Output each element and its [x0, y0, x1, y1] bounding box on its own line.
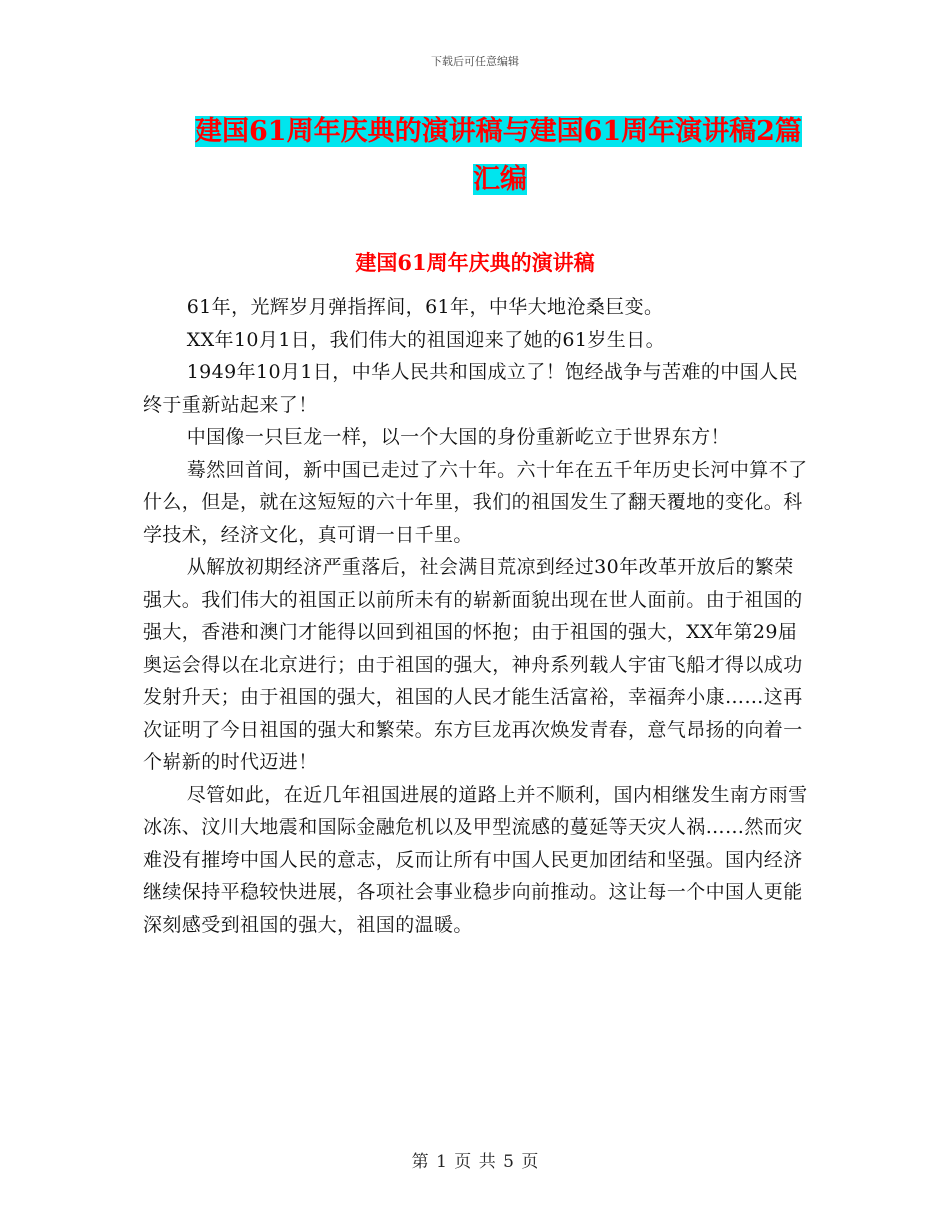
paragraph: 中国像一只巨龙一样，以一个大国的身份重新屹立于世界东方！	[186, 426, 730, 448]
document-title	[195, 108, 805, 204]
header-note: 下载后可任意编辑	[431, 55, 519, 68]
title-line-2: 汇编	[473, 164, 527, 195]
body-text	[143, 291, 811, 941]
paragraph: 蓦然回首间，新中国已走过了六十年。六十年在五千年历史长河中算不了什么，但是，就在这短短的六十年里，我们的祖国发生了翻天覆地的变化。科学技术，经济文化，真可谓一日千里。	[143, 458, 808, 546]
page-footer: 第 1 页 共 5 页	[411, 1152, 539, 1172]
paragraph: 尽管如此，在近几年祖国进展的道路上并不顺利，国内相继发生南方雨雪冰冻、汶川大地震和国际金融危机以及甲型流感的蔓延等天灾人祸……然而灾难没有摧垮中国人民的意志，反而让所有中国人民更加团结和坚强。国内经济继续保持平稳较快进展，各项社会事业稳步向前推动。这让每一个中国人更能深刻感受到祖国的强大，祖国的温暖。	[143, 783, 808, 936]
paragraph: 1949年10月1日，中华人民共和国成立了！饱经战争与苦难的中国人民终于重新站起来了！	[143, 361, 798, 416]
paragraph: 从解放初期经济严重落后，社会满目荒凉到经过30年改革开放后的繁荣强大。我们伟大的祖国正以前所未有的崭新面貌出现在世人面前。由于祖国的强大，香港和澳门才能得以回到祖国的怀抱；由于祖国的强大，XX年第29届奥运会得以在北京进行；由于祖国的强大，神舟系列载人宇宙飞船才得以成功发射升天；由于祖国的强大，祖国的人民才能生活富裕，幸福奔小康……这再次证明了今日祖国的强大和繁荣。东方巨龙再次焕发青春，意气昂扬的向着一个崭新的时代迈进！	[143, 556, 803, 773]
section-title: 建国61周年庆典的演讲稿	[355, 250, 595, 275]
title-line-1: 建国61周年庆典的演讲稿与建国61周年演讲稿2篇	[195, 116, 802, 147]
paragraph: 61年，光辉岁月弹指挥间，61年，中华大地沧桑巨变。	[186, 296, 664, 318]
paragraph: XX年10月1日，我们伟大的祖国迎来了她的61岁生日。	[186, 328, 665, 351]
